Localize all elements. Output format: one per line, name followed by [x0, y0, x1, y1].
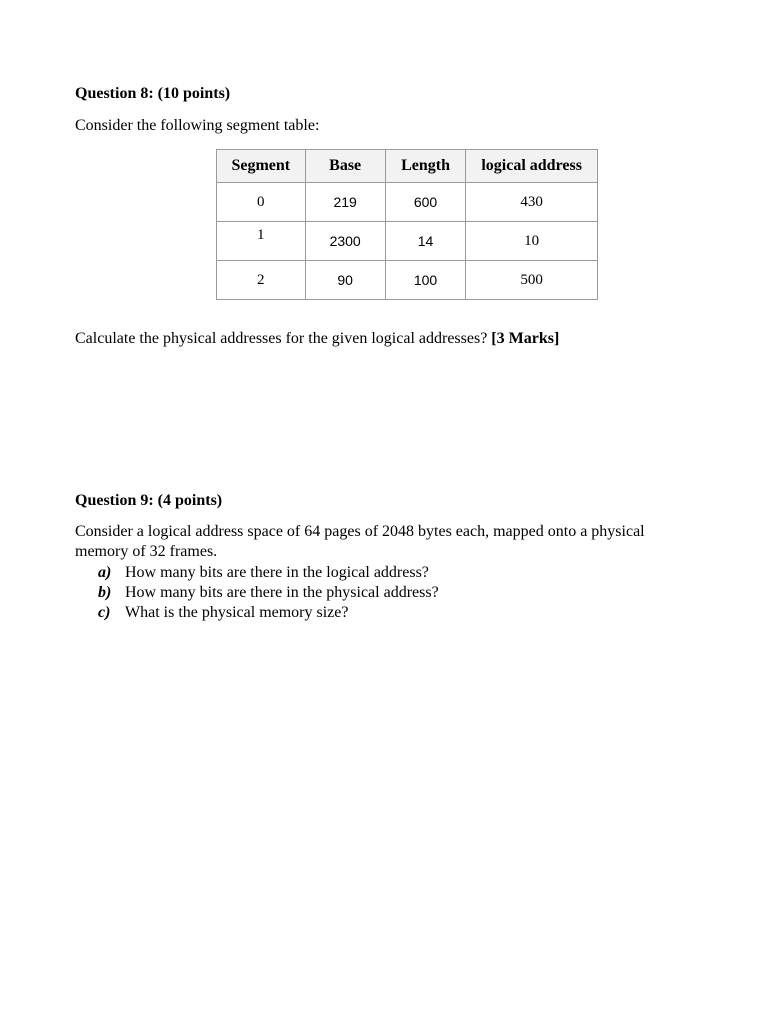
item-text: How many bits are there in the physical address? — [125, 584, 439, 601]
list-item — [98, 603, 439, 623]
list-item — [98, 563, 439, 583]
cell-base: 90 — [305, 261, 385, 300]
item-text: How many bits are there in the logical address? — [125, 564, 429, 581]
header-logical-address: logical address — [466, 150, 598, 183]
list-item — [98, 583, 439, 603]
cell-segment: 2 — [217, 261, 306, 300]
table-row — [217, 183, 598, 222]
question-8-prompt-text: Calculate the physical addresses for the given logical addresses? — [75, 330, 488, 347]
question-8-prompt — [75, 330, 559, 348]
cell-length: 600 — [385, 183, 466, 222]
cell-logical-address: 10 — [466, 222, 598, 261]
cell-length: 100 — [385, 261, 466, 300]
cell-length: 14 — [385, 222, 466, 261]
question-8-title: Question 8: (10 points) — [75, 85, 231, 102]
cell-logical-address: 430 — [466, 183, 598, 222]
cell-segment-value: 1 — [257, 226, 265, 243]
question-9-subquestions — [98, 563, 439, 623]
item-text: What is the physical memory size? — [125, 604, 349, 621]
cell-logical-address: 500 — [466, 261, 598, 300]
table-row — [217, 222, 598, 261]
question-9-title: Question 9: (4 points) — [75, 492, 223, 509]
question-9-intro-line2: memory of 32 frames. — [75, 543, 218, 560]
item-letter: b) — [98, 584, 112, 601]
header-length: Length — [385, 150, 466, 183]
item-letter: c) — [98, 604, 111, 621]
cell-base: 2300 — [305, 222, 385, 261]
header-segment: Segment — [217, 150, 306, 183]
segment-table — [216, 149, 598, 300]
cell-segment: 0 — [217, 183, 306, 222]
question-8-marks: [3 Marks] — [491, 330, 560, 347]
cell-base: 219 — [305, 183, 385, 222]
question-9-intro-line1: Consider a logical address space of 64 pages of 2048 bytes each, mapped onto a physical — [75, 523, 645, 540]
header-base: Base — [305, 150, 385, 183]
question-8-intro: Consider the following segment table: — [75, 117, 320, 134]
cell-segment — [217, 222, 306, 261]
table-header-row — [217, 150, 598, 183]
item-letter: a) — [98, 564, 112, 581]
table-row — [217, 261, 598, 300]
